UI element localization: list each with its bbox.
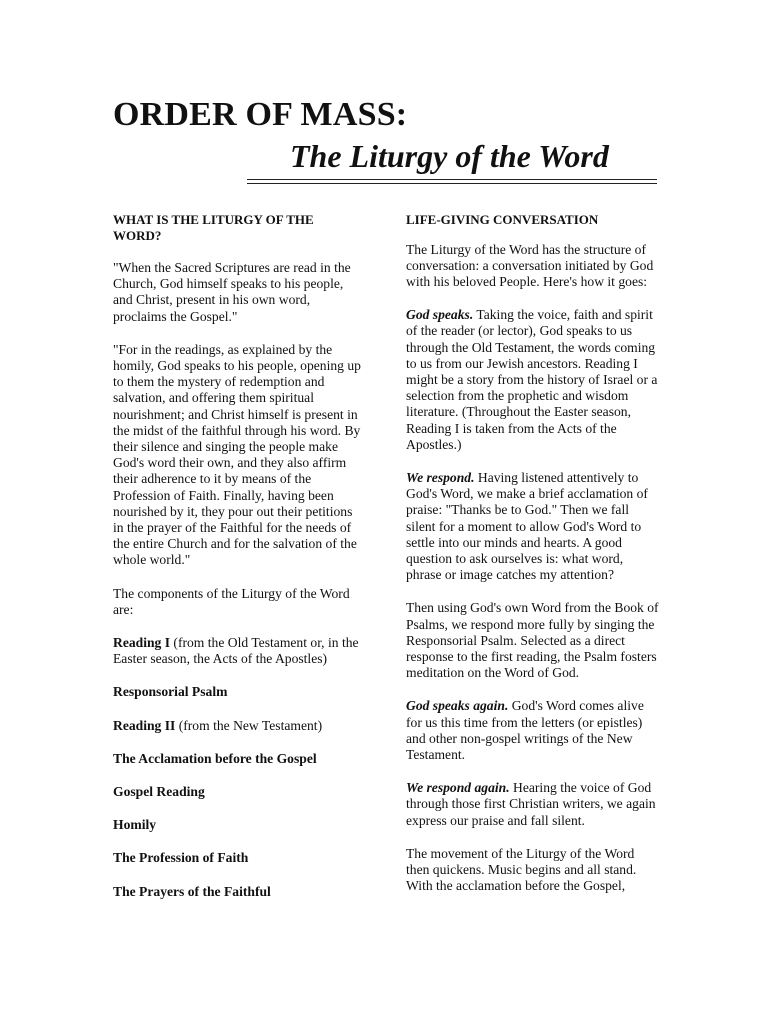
component-name: Responsorial Psalm <box>113 684 228 700</box>
document-subtitle: The Liturgy of the Word <box>290 138 609 174</box>
title-rule-top <box>247 179 657 180</box>
paragraph-text: Having listened attentively to God's Word, we make a brief acclamation of praise: "Thanks be to God." Then we fall silent for a moment to allow God's Word to settle into our minds and hearts. A good question to ask ourselves is: what word, phrase or image catches my attention? <box>406 469 648 583</box>
paragraph-text: Taking the voice, faith and spirit of the reader (or lector), God speaks to us through the Old Testament, the words coming to us from our Jewish ancestors. Reading I might be a story from the history of Israel or a selection from the prophetic and wisdom literature. (Throughout the Easter season, Reading I is taken from the Acts of the Apostles.) <box>406 307 658 452</box>
paragraph-text: God's Word comes alive for us this time from the letters (or epistles) and other non-gospel writings of the New Testament. <box>406 698 644 762</box>
component-name: The Acclamation before the Gospel <box>113 750 317 766</box>
component-note: (from the Old Testament or, in the Easter season, the Acts of the Apostles) <box>113 635 359 667</box>
quote-paragraph-2: "For in the readings, as explained by the homily, God speaks to his people, opening up to them the mystery of redemption and salvation, and offering them spiritual nourishment; and Christ himself is present in the midst of the faithful through his word. By their silence and singing the people make God's word their own, and they also affirm their adherence to it by means of the Profession of Faith. Finally, having been nourished by it, they pour out their petitions in the prayer of the Faithful for the needs of the entire Church and for the salvation of the whole world." <box>113 341 361 568</box>
component-item <box>113 817 365 833</box>
paragraph-god-speaks-again <box>406 698 660 763</box>
lead-phrase: God speaks again. <box>406 698 509 714</box>
paragraph-we-respond-again <box>406 780 660 829</box>
paragraph-psalm: Then using God's own Word from the Book of Psalms, we respond more fully by singing the Responsorial Psalm. Selected as a direct response to the first reading, the Psalm fosters meditation on the Word of God. <box>406 600 659 681</box>
paragraph-god-speaks <box>406 307 660 453</box>
component-name: The Profession of Faith <box>113 850 249 866</box>
component-name: Homily <box>113 817 157 833</box>
lead-phrase: We respond. <box>406 469 475 485</box>
component-name: The Prayers of the Faithful <box>113 883 271 899</box>
lead-phrase: We respond again. <box>406 780 510 796</box>
component-item <box>113 751 365 767</box>
document-title: ORDER OF MASS: <box>113 96 408 133</box>
component-item <box>113 884 365 900</box>
component-item <box>113 684 365 700</box>
components-intro: The components of the Liturgy of the Word are: <box>113 585 350 617</box>
component-item <box>113 635 365 667</box>
left-heading: WHAT IS THE LITURGY OF THE WORD? <box>113 212 314 243</box>
left-column <box>113 212 365 917</box>
paragraph-movement: The movement of the Liturgy of the Word then quickens. Music begins and all stand. With the acclamation before the Gospel, <box>406 845 637 894</box>
component-note: (from the New Testament) <box>175 717 323 733</box>
conversation-intro: The Liturgy of the Word has the structure of conversation: a conversation initiated by God with his beloved People. Here's how it goes: <box>406 241 654 289</box>
component-item <box>113 784 365 800</box>
right-column <box>406 212 660 911</box>
quote-paragraph-1: "When the Sacred Scriptures are read in the Church, God himself speaks to his people, and Christ, present in his own word, proclaims the Gospel." <box>113 260 351 324</box>
lead-phrase: God speaks. <box>406 307 474 323</box>
right-heading: LIFE-GIVING CONVERSATION <box>406 212 599 227</box>
paragraph-we-respond <box>406 470 660 583</box>
component-name: Reading II <box>113 717 176 733</box>
component-item <box>113 718 365 734</box>
component-name: Gospel Reading <box>113 784 205 800</box>
component-item <box>113 850 365 866</box>
paragraph-text: Hearing the voice of God through those first Christian writers, we again express our praise and fall silent. <box>406 780 656 828</box>
title-rule-bottom <box>247 183 657 184</box>
component-name: Reading I <box>113 635 171 651</box>
